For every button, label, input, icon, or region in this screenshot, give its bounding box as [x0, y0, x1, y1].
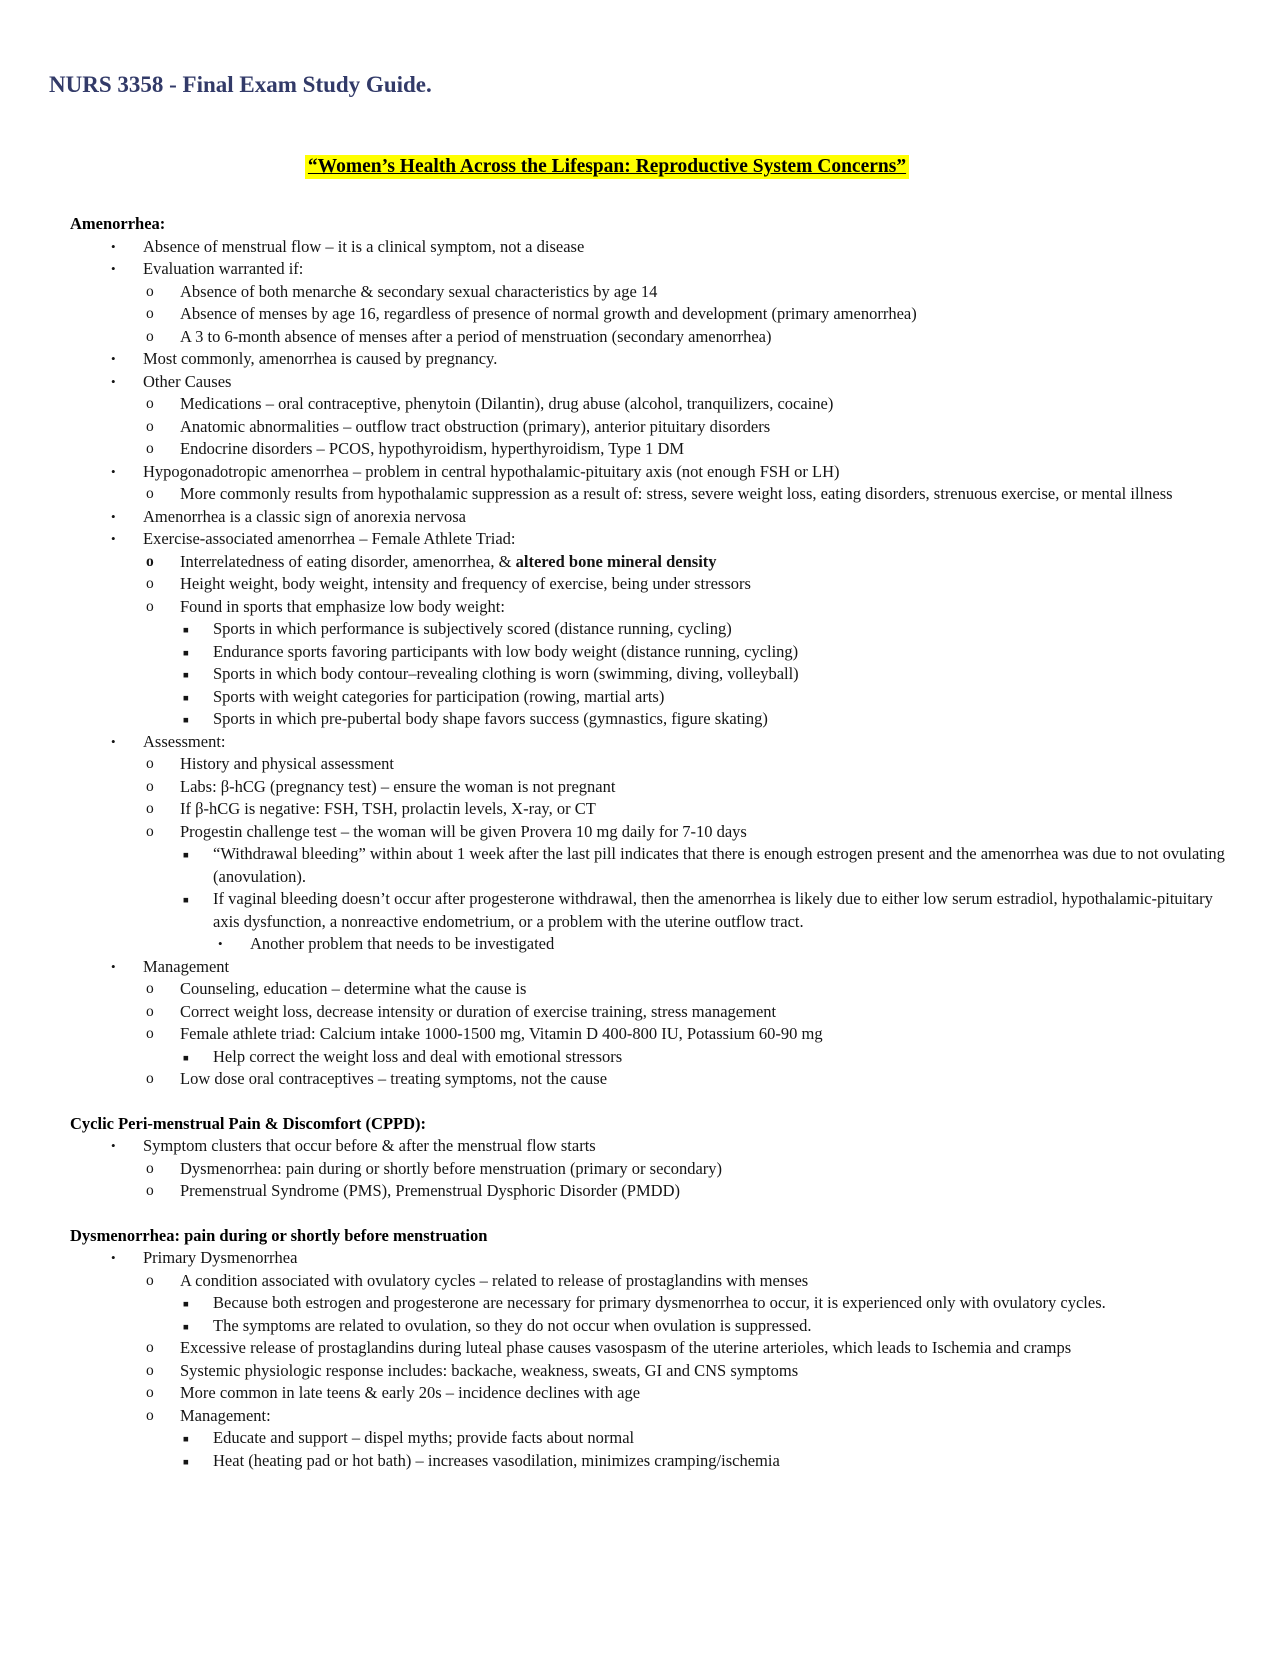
list-item-text: A 3 to 6-month absence of menses after a period of menstruation (secondary amenorrhea)	[180, 326, 772, 346]
list-item-text: Absence of both menarche & secondary sexual characteristics by age 14	[180, 281, 658, 301]
list-item-text: Sports in which pre-pubertal body shape favors success (gymnastics, figure skating)	[213, 709, 768, 728]
list-item-text: Management	[143, 956, 230, 976]
list-item	[0, 708, 1280, 731]
list-item-text: Endocrine disorders – PCOS, hypothyroidism, hyperthyroidism, Type 1 DM	[180, 439, 685, 458]
list-item-text: Anatomic abnormalities – outflow tract obstruction (primary), anterior pituitary disorders	[180, 416, 771, 436]
list-item	[0, 776, 1280, 799]
list-item	[0, 236, 1280, 259]
list-item-text: Most commonly, amenorrhea is caused by pregnancy.	[143, 349, 498, 368]
list-item-text: Because both estrogen and progesterone are necessary for primary dysmenorrhea to occur, it is experienced only with ovulatory cycles.	[213, 1293, 1106, 1312]
list-item	[0, 596, 1280, 619]
list-item-text: Female athlete triad: Calcium intake 1000-1500 mg, Vitamin D 400-800 IU, Potassium 60-90 mg	[180, 1024, 823, 1043]
circle-marker-icon: o	[146, 552, 154, 570]
circle-marker-icon: o	[146, 755, 154, 772]
list-item	[0, 1450, 1280, 1473]
list-item	[0, 686, 1280, 709]
list-item-text: Progestin challenge test – the woman will be given Provera 10 mg daily for 7-10 days	[180, 821, 747, 841]
list-item-text: Low dose oral contraceptives – treating symptoms, not the cause	[180, 1069, 608, 1088]
list-item	[0, 1068, 1280, 1091]
list-item-text: Hypogonadotropic amenorrhea – problem in central hypothalamic-pituitary axis (not enough FSH or LH)	[143, 461, 840, 481]
list-item-text: Sports in which performance is subjectively scored (distance running, cycling)	[213, 619, 732, 638]
square-marker-icon: ■	[183, 648, 189, 659]
square-marker-icon: ■	[183, 1435, 189, 1445]
list-item	[0, 1046, 1280, 1069]
circle-marker-icon: o	[146, 1361, 154, 1379]
list-item-text: Sports with weight categories for participation (rowing, martial arts)	[213, 686, 665, 706]
section	[0, 1113, 1280, 1203]
square-marker-icon: ■	[183, 1300, 189, 1310]
document-title: NURS 3358 - Final Exam Study Guide.	[49, 72, 432, 97]
list-item	[0, 1360, 1280, 1383]
list-item-text: “Withdrawal bleeding” within about 1 week after the last pill indicates that there is enough estrogen present and the amenorrhea was due to not ovulating (anovulation).	[213, 844, 1225, 886]
list-item	[0, 371, 1280, 394]
bullet-icon: •	[111, 733, 116, 749]
circle-marker-icon: o	[146, 822, 154, 840]
list-item	[0, 1292, 1280, 1315]
list-item-text: Heat (heating pad or hot bath) – increases vasodilation, minimizes cramping/ischemia	[213, 1450, 780, 1470]
list-item	[0, 416, 1280, 439]
square-marker-icon: ■	[183, 1457, 189, 1468]
list-item	[0, 933, 1280, 956]
document-body	[0, 213, 1280, 1472]
circle-marker-icon: o	[146, 1025, 154, 1042]
list-item-text: Absence of menses by age 16, regardless of presence of normal growth and development (primary amenorrhea)	[180, 304, 917, 323]
list-item	[0, 1270, 1280, 1293]
circle-marker-icon: o	[146, 777, 154, 795]
list-item-text: Help correct the weight loss and deal with emotional stressors	[213, 1046, 623, 1066]
list-item-text: If vaginal bleeding doesn’t occur after progesterone withdrawal, then the amenorrhea is likely due to either low serum estradiol, hypothalamic-pituitary axis dysfunction, a nonreactive endometrium, or a problem with the uterine outflow tract.	[213, 889, 1213, 931]
circle-marker-icon: o	[146, 575, 154, 592]
list-item	[0, 1001, 1280, 1024]
list-item-text: Symptom clusters that occur before & after the menstrual flow starts	[143, 1136, 596, 1155]
circle-marker-icon: o	[146, 395, 154, 412]
list-item	[0, 348, 1280, 371]
list-item	[0, 663, 1280, 686]
list-item	[0, 1158, 1280, 1181]
list-item	[0, 888, 1280, 933]
section-heading: Amenorrhea:	[70, 214, 166, 233]
section-heading: Cyclic Peri-menstrual Pain & Discomfort (CPPD):	[70, 1113, 427, 1133]
list-item-text: Exercise-associated amenorrhea – Female Athlete Triad:	[143, 529, 516, 548]
list-item-text: Interrelatedness of eating disorder, amenorrhea, &	[180, 551, 516, 571]
list-item-text: Educate and support – dispel myths; provide facts about normal	[213, 1428, 635, 1447]
list-item-text: Endurance sports favoring participants with low body weight (distance running, cycling)	[213, 641, 799, 661]
list-item	[0, 821, 1280, 844]
list-item	[0, 393, 1280, 416]
bullet-icon: •	[218, 936, 223, 951]
list-item	[0, 506, 1280, 529]
bullet-icon: •	[111, 1250, 116, 1265]
list-item-text: The symptoms are related to ovulation, so they do not occur when ovulation is suppressed.	[213, 1315, 812, 1335]
list-item	[0, 1315, 1280, 1338]
list-item-text: More common in late teens & early 20s – incidence declines with age	[180, 1383, 641, 1402]
section	[0, 213, 1280, 1091]
list-item-text: Labs: β-hCG (pregnancy test) – ensure the woman is not pregnant	[180, 776, 616, 796]
list-item-text: Premenstrual Syndrome (PMS), Premenstrual Dysphoric Disorder (PMDD)	[180, 1181, 680, 1200]
circle-marker-icon: o	[146, 485, 154, 502]
list-item-text: Another problem that needs to be investigated	[250, 934, 555, 953]
square-marker-icon: ■	[183, 626, 189, 636]
circle-marker-icon: o	[146, 1002, 154, 1020]
list-item	[0, 1427, 1280, 1450]
list-item-text: Medications – oral contraceptive, phenytoin (Dilantin), drug abuse (alcohol, tranquilizers, cocaine)	[180, 394, 834, 413]
list-item-text: Sports in which body contour–revealing clothing is worn (swimming, diving, volleyball)	[213, 664, 799, 683]
list-item-text: Correct weight loss, decrease intensity or duration of exercise training, stress management	[180, 1001, 777, 1021]
circle-marker-icon: o	[146, 282, 154, 300]
list-item-text: Management:	[180, 1405, 271, 1425]
list-item-text: Systemic physiologic response includes: backache, weakness, sweats, GI and CNS symptoms	[180, 1360, 799, 1380]
bullet-icon: •	[111, 508, 116, 524]
list-item-text: Absence of menstrual flow – it is a clinical symptom, not a disease	[143, 236, 585, 256]
square-marker-icon: ■	[183, 1322, 189, 1333]
list-item-text: Assessment:	[143, 731, 226, 751]
circle-marker-icon: o	[146, 597, 154, 615]
circle-marker-icon: o	[146, 1159, 154, 1177]
main-heading-highlighted: “Women’s Health Across the Lifespan: Reproductive System Concerns”	[305, 155, 909, 179]
list-item	[0, 753, 1280, 776]
list-item	[0, 1135, 1280, 1158]
list-item-text: More commonly results from hypothalamic suppression as a result of: stress, severe weight loss, eating disorders, strenuous exercise, or mental illness	[180, 484, 1173, 503]
list-item-text: History and physical assessment	[180, 754, 395, 773]
circle-marker-icon: o	[146, 1406, 154, 1424]
square-marker-icon: ■	[183, 1053, 189, 1064]
list-item	[0, 1405, 1280, 1428]
list-item	[0, 618, 1280, 641]
list-item-text-bold: altered bone mineral density	[515, 551, 717, 571]
circle-marker-icon: o	[146, 440, 154, 457]
square-marker-icon: ■	[183, 693, 189, 704]
list-item-text: Counseling, education – determine what the cause is	[180, 979, 527, 998]
list-item	[0, 731, 1280, 754]
list-item	[0, 1337, 1280, 1360]
circle-marker-icon: o	[146, 980, 154, 997]
list-item-text: Dysmenorrhea: pain during or shortly before menstruation (primary or secondary)	[180, 1158, 723, 1178]
bullet-icon: •	[111, 463, 116, 479]
list-item	[0, 1247, 1280, 1270]
list-item	[0, 1180, 1280, 1203]
list-item	[0, 483, 1280, 506]
circle-marker-icon: o	[146, 1384, 154, 1401]
list-item	[0, 843, 1280, 888]
list-item-text: Primary Dysmenorrhea	[143, 1248, 298, 1267]
bullet-icon: •	[111, 1138, 116, 1153]
list-item	[0, 956, 1280, 979]
circle-marker-icon: o	[146, 1182, 154, 1199]
square-marker-icon: ■	[183, 671, 189, 681]
list-item-text: Found in sports that emphasize low body weight:	[180, 596, 505, 616]
bullet-icon: •	[111, 261, 116, 276]
list-item-text: Amenorrhea is a classic sign of anorexia nervosa	[143, 506, 467, 526]
list-item	[0, 438, 1280, 461]
square-marker-icon: ■	[183, 896, 189, 906]
list-item	[0, 258, 1280, 281]
list-item-text: A condition associated with ovulatory cycles – related to release of prostaglandins with menses	[180, 1270, 809, 1290]
list-item	[0, 326, 1280, 349]
list-item	[0, 641, 1280, 664]
circle-marker-icon: o	[146, 1271, 154, 1289]
list-item	[0, 461, 1280, 484]
list-item-text: Evaluation warranted if:	[143, 259, 304, 278]
list-item-text: If β-hCG is negative: FSH, TSH, prolactin levels, X-ray, or CT	[180, 799, 596, 818]
list-item	[0, 551, 1280, 574]
circle-marker-icon: o	[146, 417, 154, 435]
list-item-text: Other Causes	[143, 371, 232, 391]
square-marker-icon: ■	[183, 851, 189, 861]
bullet-icon: •	[111, 958, 116, 974]
main-heading-row	[0, 153, 1214, 181]
circle-marker-icon: o	[146, 305, 154, 322]
bullet-icon: •	[111, 351, 116, 366]
list-item	[0, 1382, 1280, 1405]
square-marker-icon: ■	[183, 716, 189, 726]
bullet-icon: •	[111, 238, 116, 254]
circle-marker-icon: o	[146, 800, 154, 817]
circle-marker-icon: o	[146, 327, 154, 345]
section	[0, 1225, 1280, 1473]
bullet-icon: •	[111, 531, 116, 546]
list-item-text: Height weight, body weight, intensity and frequency of exercise, being under stressors	[180, 574, 751, 593]
list-item	[0, 303, 1280, 326]
circle-marker-icon: o	[146, 1070, 154, 1087]
list-item	[0, 528, 1280, 551]
list-item	[0, 281, 1280, 304]
list-item-text: Excessive release of prostaglandins during luteal phase causes vasospasm of the uterine arterioles, which leads to Ischemia and cramps	[180, 1338, 1072, 1357]
section-heading: Dysmenorrhea: pain during or shortly before menstruation	[70, 1225, 488, 1245]
list-item	[0, 978, 1280, 1001]
list-item	[0, 1023, 1280, 1046]
circle-marker-icon: o	[146, 1339, 154, 1356]
list-item	[0, 573, 1280, 596]
list-item	[0, 798, 1280, 821]
bullet-icon: •	[111, 373, 116, 389]
